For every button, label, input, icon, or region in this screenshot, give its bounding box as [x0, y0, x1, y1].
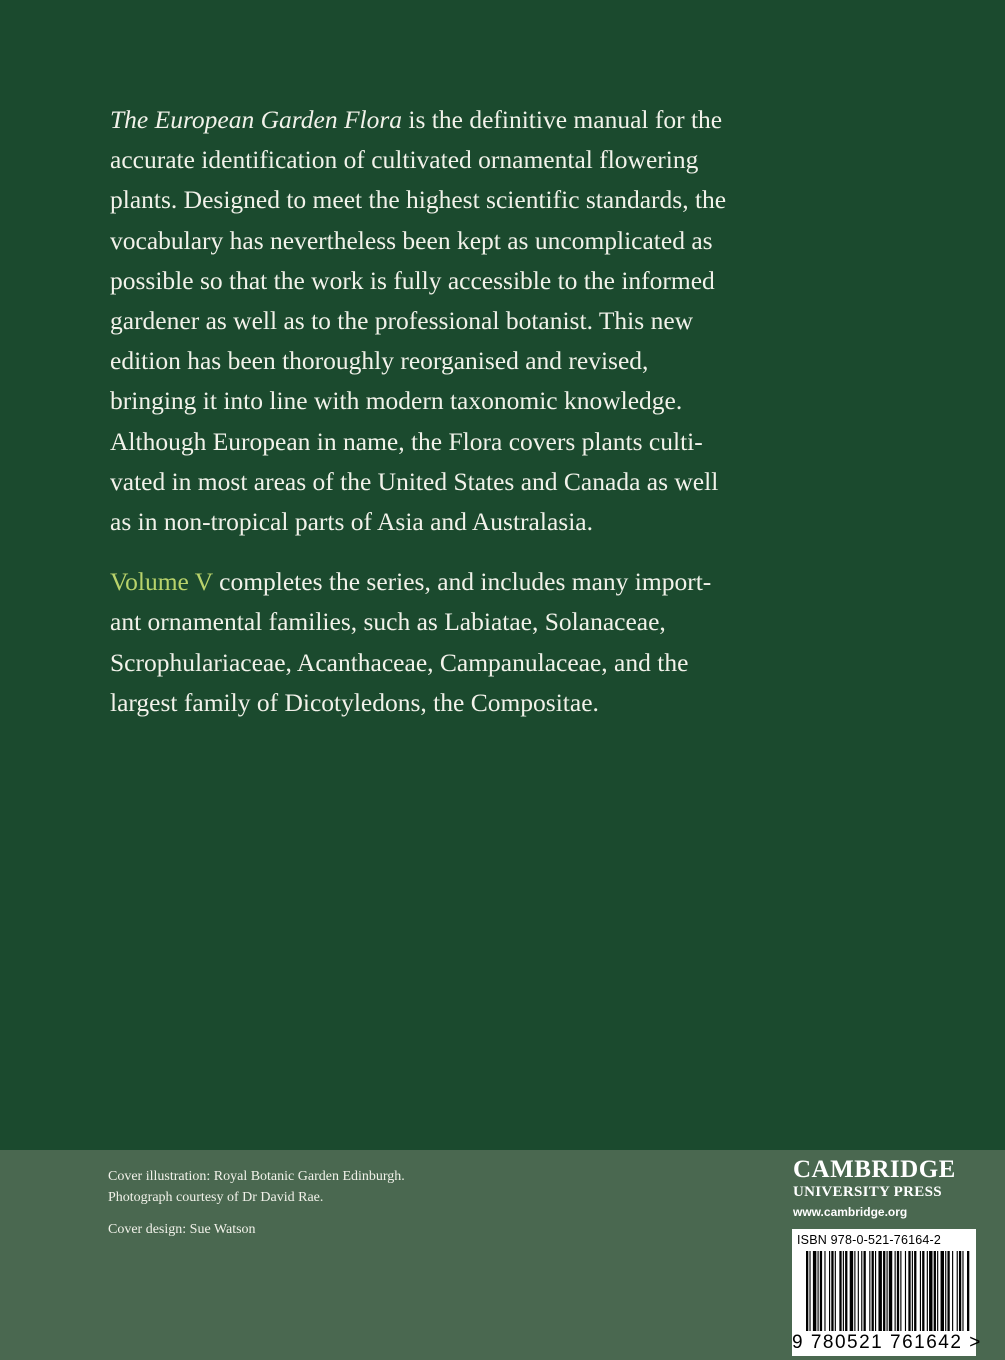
barcode-bar: [905, 1251, 906, 1331]
barcode-bar: [957, 1251, 958, 1331]
barcode-bars: [792, 1251, 976, 1333]
barcode-bar: [809, 1251, 810, 1331]
barcode-bar: [959, 1251, 961, 1331]
publisher-url: www.cambridge.org: [793, 1205, 908, 1219]
barcode-bar: [864, 1251, 866, 1331]
barcode-bar: [947, 1251, 949, 1331]
barcode-bar: [878, 1251, 881, 1331]
barcode-bar: [962, 1251, 963, 1331]
barcode-bar: [945, 1251, 946, 1331]
barcode-bar: [937, 1251, 938, 1331]
barcode-bar: [929, 1251, 932, 1331]
blurb-line: gardener as well as to the professional botanist. This new: [110, 306, 694, 336]
blurb-line: Volume V completes the series, and includes many import-: [110, 567, 712, 597]
barcode-bar: [820, 1251, 822, 1331]
barcode-bar: [843, 1251, 844, 1331]
blurb-line: plants. Designed to meet the highest scientific standards, the: [110, 185, 727, 215]
blurb-line: Scrophulariaceae, Acanthaceae, Campanulaceae, and the: [110, 647, 689, 677]
book-title: The European Garden Flora: [110, 105, 403, 134]
barcode-bar: [869, 1251, 870, 1331]
barcode-bar: [920, 1251, 921, 1331]
illustration-credit: Cover illustration: Royal Botanic Garden Edinburgh.: [108, 1169, 405, 1184]
blurb-line: possible so that the work is fully accessible to the informed: [110, 265, 715, 295]
barcode-bar: [889, 1251, 892, 1331]
barcode-bar: [845, 1251, 847, 1331]
blurb-line: as in non-tropical parts of Asia and Australasia.: [110, 507, 593, 537]
barcode-bar: [887, 1251, 888, 1331]
blurb-line: edition has been thoroughly reorganised and revised,: [110, 346, 649, 376]
barcode-bar: [839, 1251, 841, 1331]
blurb-line: The European Garden Flora is the definitive manual for the: [110, 105, 723, 134]
barcode-bar: [952, 1251, 953, 1331]
barcode-bar: [824, 1251, 825, 1331]
barcode-bar: [818, 1251, 819, 1331]
blurb-line: largest family of Dicotyledons, the Compositae.: [110, 687, 599, 717]
barcode-bar: [912, 1251, 913, 1331]
description-paragraph-1: [110, 100, 810, 542]
publisher-logo: [793, 1156, 977, 1222]
barcode-bar: [806, 1251, 808, 1331]
barcode-bar: [872, 1251, 874, 1331]
barcode-bar: [908, 1251, 910, 1331]
barcode-bar: [934, 1251, 936, 1331]
barcode-bar: [927, 1251, 928, 1331]
barcode-bar: [883, 1251, 885, 1331]
publisher-name: CAMBRIDGE: [793, 1156, 956, 1183]
barcode-digits: 9 780521 761642 >: [792, 1332, 982, 1353]
publisher-subtitle: UNIVERSITY PRESS: [793, 1184, 942, 1200]
volume-highlight: Volume V: [110, 567, 213, 597]
barcode-bar: [967, 1251, 969, 1331]
barcode-bar: [835, 1251, 836, 1331]
cover-credits: [108, 1166, 405, 1240]
barcode-bar: [900, 1251, 901, 1331]
isbn-label: ISBN 978-0-521-76164-2: [797, 1233, 942, 1247]
blurb-line: ant ornamental families, such as Labiatae, Solanaceae,: [110, 607, 666, 637]
barcode-bar: [850, 1251, 853, 1331]
barcode-bar: [829, 1251, 830, 1331]
barcode-bar: [858, 1251, 859, 1331]
blurb-line: accurate identification of cultivated ornamental flowering: [110, 145, 699, 175]
barcode-bar: [831, 1251, 833, 1331]
barcode-bar: [854, 1251, 855, 1331]
blurb-line: bringing it into line with modern taxonomic knowledge.: [110, 386, 683, 416]
barcode-bar: [897, 1251, 899, 1331]
photograph-credit: Photograph courtesy of Dr David Rae.: [108, 1190, 324, 1205]
blurb-line: vated in most areas of the United States and Canada as well: [110, 466, 719, 496]
blurb-line: vocabulary has nevertheless been kept as uncomplicated as: [110, 225, 713, 255]
barcode-bar: [941, 1251, 944, 1331]
barcode-bar: [914, 1251, 916, 1331]
barcode-bar: [813, 1251, 816, 1331]
design-credit: Cover design: Sue Watson: [108, 1222, 256, 1237]
barcode-bar: [875, 1251, 876, 1331]
barcode-bar: [895, 1251, 896, 1331]
description-blurb: [110, 100, 810, 723]
barcode-bar: [922, 1251, 924, 1331]
blurb-line: Although European in name, the Flora covers plants culti-: [110, 426, 703, 456]
description-paragraph-2: [110, 562, 810, 723]
barcode-bar: [861, 1251, 862, 1331]
isbn-barcode: [792, 1229, 982, 1356]
